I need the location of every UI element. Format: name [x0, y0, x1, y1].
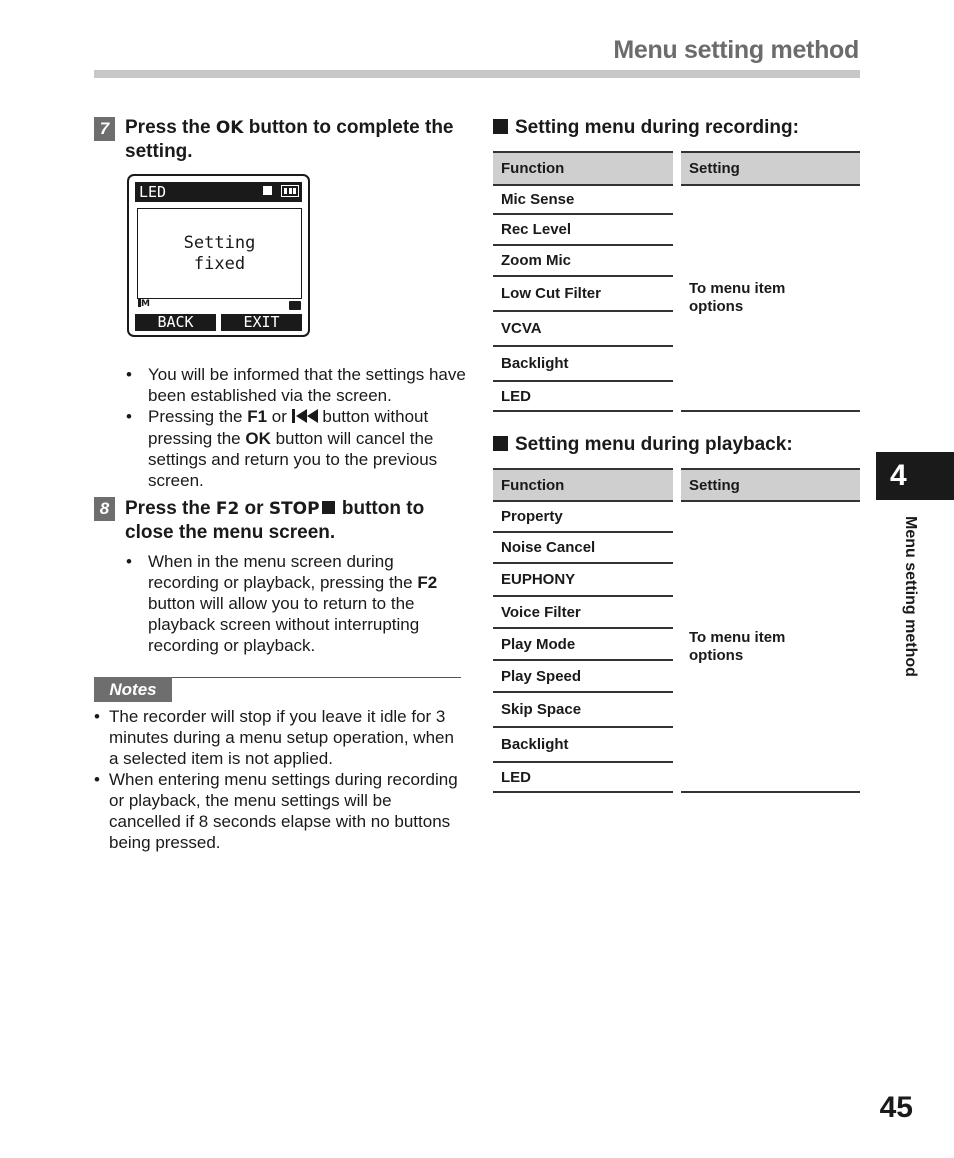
- title-rule: [94, 70, 860, 78]
- page-number: 45: [879, 1091, 913, 1124]
- table-row: LED: [493, 763, 673, 793]
- recording-section-heading: [493, 116, 799, 140]
- lcd-status-left: M: [141, 299, 150, 309]
- f2-key-label: F2: [215, 499, 240, 519]
- step-7-heading-pre: Press the: [125, 117, 216, 138]
- step-8-bullets: [126, 551, 456, 656]
- recording-setting-value: To menu item options: [689, 280, 786, 315]
- ok-key-label-2: OK: [245, 429, 271, 448]
- table-row: VCVA: [493, 312, 673, 347]
- list-item: [126, 406, 466, 491]
- table-row: Play Mode: [493, 629, 673, 661]
- recording-col-setting: Setting: [681, 151, 860, 186]
- stop-key-label: STOP: [268, 499, 320, 519]
- lcd-mic-indicator: [138, 299, 150, 309]
- table-row: Zoom Mic: [493, 246, 673, 277]
- table-row: Rec Level: [493, 215, 673, 246]
- playback-setting-cell: [681, 502, 860, 793]
- lcd-back-button: BACK: [135, 314, 216, 331]
- playback-setting-value: To menu item options: [689, 628, 786, 664]
- folder-icon: [289, 301, 301, 310]
- step-8-heading: [125, 497, 465, 545]
- b2-pre: Pressing the: [148, 407, 248, 426]
- table-row: LED: [493, 382, 673, 412]
- page-title: Menu setting method: [613, 36, 859, 64]
- notes-list: [94, 706, 466, 853]
- step-number-7: 7: [94, 117, 115, 141]
- lcd-screen-illustration: [127, 174, 310, 337]
- table-row: Voice Filter: [493, 597, 673, 629]
- lcd-mode-square-icon: [263, 186, 272, 195]
- lcd-message-line-2: fixed: [193, 254, 246, 274]
- square-bullet-icon: [493, 119, 508, 134]
- step-8-heading-post: button to close the menu screen.: [125, 498, 425, 543]
- recording-heading-text: Setting menu during recording:: [515, 117, 799, 138]
- recording-setting-cell: [681, 186, 860, 412]
- rewind-icon: [292, 407, 318, 428]
- b2-post: button will cancel the settings and return you to the previous screen.: [148, 429, 438, 490]
- list-item: • You will be informed that the settings have been established via the screen.: [126, 364, 466, 406]
- table-row: Play Speed: [493, 661, 673, 693]
- table-row: EUPHONY: [493, 564, 673, 597]
- b2-mid: button without pressing the: [148, 407, 429, 448]
- square-bullet-icon: [493, 436, 508, 451]
- table-row: Noise Cancel: [493, 533, 673, 564]
- stop-square-icon: [322, 501, 335, 514]
- lcd-message-line-1: Setting: [183, 233, 256, 253]
- lcd-message-box: [137, 208, 302, 299]
- chapter-tab: 4: [876, 452, 954, 500]
- lcd-title-bar: [135, 182, 302, 202]
- playback-col-function: Function: [493, 468, 673, 502]
- step-8-heading-pre: Press the: [125, 498, 216, 519]
- s8-b1-post: button will allow you to return to the playback screen without interrupting recording or playback.: [148, 594, 420, 655]
- table-row: Mic Sense: [493, 186, 673, 215]
- playback-section-heading: [493, 433, 793, 457]
- step-7-bullets: [126, 364, 466, 491]
- step-7-heading: [125, 116, 465, 164]
- table-row: Backlight: [493, 728, 673, 763]
- list-item: • The recorder will stop if you leave it idle for 3 minutes during a menu setup operation, when a selected item is not applied.: [94, 706, 466, 769]
- lcd-exit-button: EXIT: [221, 314, 302, 331]
- battery-icon: [281, 185, 299, 197]
- step-number-8: 8: [94, 497, 115, 521]
- table-row: Low Cut Filter: [493, 277, 673, 312]
- table-row: Skip Space: [493, 693, 673, 728]
- notes-label: Notes: [94, 677, 172, 702]
- playback-col-setting: Setting: [681, 468, 860, 502]
- table-row: Property: [493, 502, 673, 533]
- s8-b1-pre: When in the menu screen during recording or playback, pressing the: [148, 552, 418, 592]
- playback-heading-text: Setting menu during playback:: [515, 434, 793, 455]
- chapter-side-label: Menu setting method: [902, 516, 919, 677]
- step-7-heading-post: button to complete the setting.: [125, 117, 454, 162]
- list-item: • When entering menu settings during recording or playback, the menu settings will be cancelled if 8 seconds elapse with no buttons being pressed.: [94, 769, 466, 853]
- f2-key-label-2: F2: [417, 573, 438, 592]
- f1-key-label: F1: [247, 407, 268, 426]
- b2-or: or: [267, 407, 292, 426]
- list-item: [126, 551, 456, 656]
- ok-key-label: OK: [215, 118, 244, 138]
- step-8-heading-or: or: [239, 498, 269, 519]
- lcd-title: LED: [139, 183, 167, 201]
- table-row: Backlight: [493, 347, 673, 382]
- recording-col-function: Function: [493, 151, 673, 186]
